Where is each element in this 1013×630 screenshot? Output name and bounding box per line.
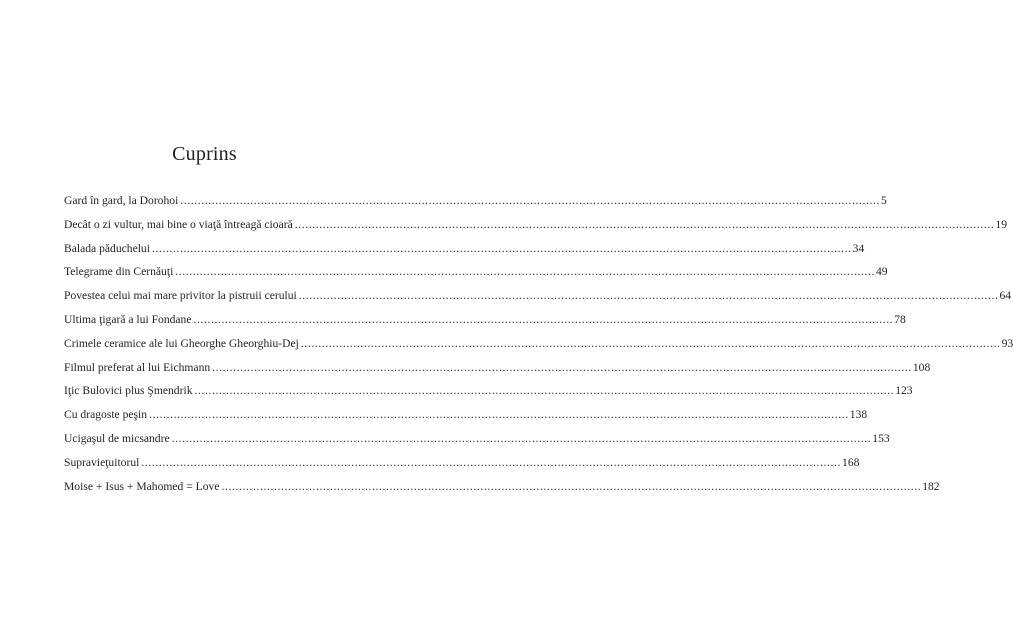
toc-entry [64, 312, 906, 337]
toc-entry-page-number: 182 [922, 479, 940, 493]
toc-entry-page-number: 34 [852, 241, 865, 255]
dot-leader: ........................................................................................................................................................................................................ [171, 431, 872, 445]
toc-entry [64, 384, 913, 408]
table-of-contents [64, 194, 1013, 503]
toc-entry-title: Ucigaşul de micsandre [64, 431, 170, 445]
toc-entry-title: Filmul preferat al lui Eichmann [64, 360, 211, 374]
dot-leader: ........................................................................................................................................................................................................ [149, 408, 849, 422]
toc-entry-page-number: 138 [849, 408, 868, 422]
toc-entry [64, 479, 940, 504]
toc-entry [64, 241, 865, 266]
toc-entry-title: Telegrame din Cernăuţi [64, 265, 174, 279]
toc-entry-page-number: 123 [895, 384, 913, 398]
toc-entry-page-number: 5 [880, 194, 887, 207]
toc-entry-page-number: 153 [872, 431, 890, 445]
toc-entry-title: Balada păduchelui [64, 241, 150, 255]
toc-entry [64, 431, 890, 456]
toc-entry-title: Ultima ţigară a lui Fondane [64, 312, 192, 326]
dot-leader: ........................................................................................................................................................................................................ [298, 289, 999, 303]
dot-leader: ........................................................................................................................................................................................................ [180, 194, 880, 207]
toc-entry [64, 455, 860, 480]
dot-leader: ........................................................................................................................................................................................................ [141, 455, 842, 469]
toc-entry [64, 408, 868, 432]
toc-entry [64, 194, 887, 218]
toc-entry-title: Moise + Isus + Mahomed = Love [64, 479, 220, 493]
toc-entry [64, 360, 931, 385]
dot-leader: ........................................................................................................................................................................................................ [175, 265, 875, 279]
dot-leader: ........................................................................................................................................................................................................ [300, 336, 1001, 350]
page-title: Cuprins [172, 143, 237, 165]
dot-leader: ........................................................................................................................................................................................................ [193, 312, 894, 326]
toc-entry-page-number: 108 [912, 360, 931, 374]
toc-entry-title: Povestea celui mai mare privitor la pistruii cerului [64, 289, 297, 303]
dot-leader: ........................................................................................................................................................................................................ [212, 360, 912, 374]
toc-entry-title: Crimele ceramice ale lui Gheorghe Gheorghiu-Dej [64, 336, 299, 350]
toc-entry-page-number: 19 [995, 217, 1008, 231]
toc-entry [64, 217, 1008, 242]
toc-entry-title: Cu dragoste peşin [64, 408, 148, 422]
toc-entry-title: Supravieţuitorul [64, 455, 140, 469]
dot-leader: ........................................................................................................................................................................................................ [194, 384, 895, 398]
dot-leader: ........................................................................................................................................................................................................ [151, 241, 852, 255]
toc-entry [64, 336, 1013, 361]
toc-entry-title: Gard în gard, la Dorohoi [64, 194, 179, 207]
toc-entry-page-number: 49 [875, 265, 888, 279]
toc-entry [64, 289, 1012, 313]
dot-leader: ........................................................................................................................................................................................................ [221, 479, 922, 493]
toc-entry-page-number: 78 [894, 312, 906, 326]
toc-entry-title: Decât o zi vultur, mai bine o viaţă întreagă cioară [64, 217, 293, 231]
toc-entry-page-number: 93 [1001, 336, 1013, 350]
toc-entry [64, 265, 888, 289]
toc-entry-page-number: 168 [842, 455, 860, 469]
toc-entry-title: Iţic Bulovici plus Şmendrik [64, 384, 193, 398]
dot-leader: ........................................................................................................................................................................................................ [294, 217, 995, 231]
toc-entry-page-number: 64 [999, 289, 1012, 303]
